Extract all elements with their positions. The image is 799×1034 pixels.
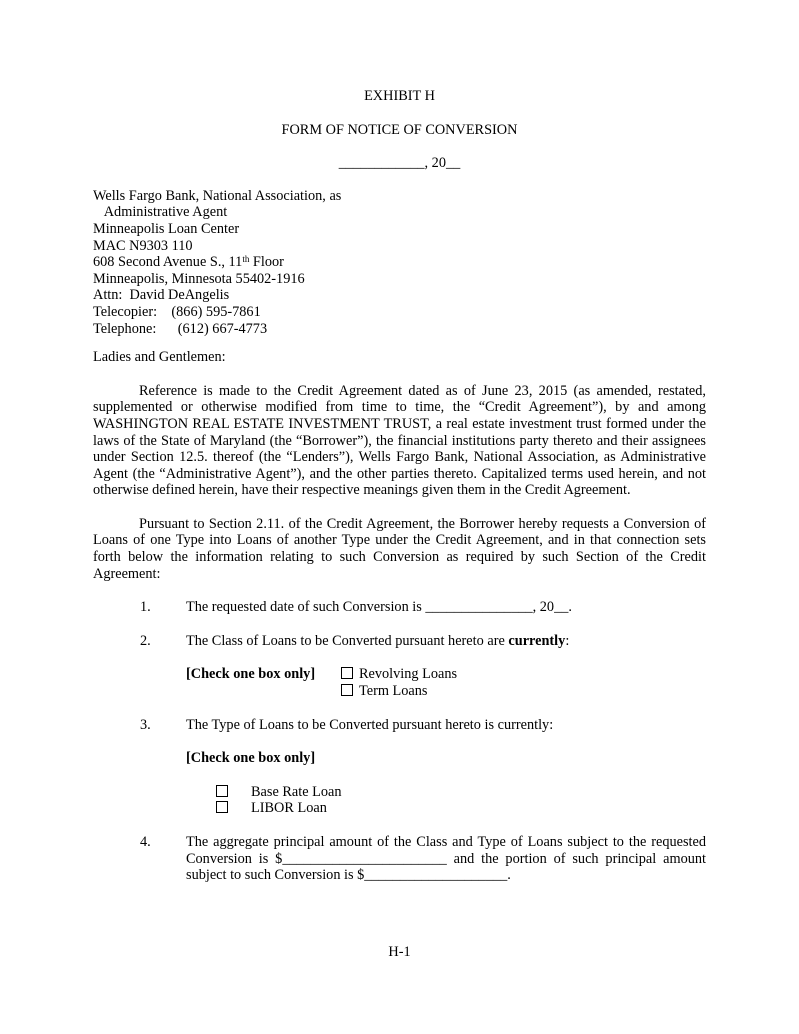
salutation: Ladies and Gentlemen: [93, 349, 226, 366]
page-number: H-1 [388, 944, 411, 960]
street-text: 608 Second Avenue S., 11 [93, 254, 243, 271]
street-text-after: Floor [249, 254, 284, 271]
list-number-1: 1. [140, 599, 151, 616]
list-item-2 [93, 633, 706, 700]
list-item-4 [93, 834, 706, 884]
option-revolving-loans [341, 666, 457, 683]
recipient-address-block [93, 188, 706, 337]
term-loans-checkbox[interactable] [341, 684, 353, 696]
libor-loan-label: LIBOR Loan [251, 800, 327, 817]
list-item-2-text-post: : [565, 632, 570, 649]
option-libor-loan [216, 800, 706, 817]
check-one-box-instruction: [Check one box only] [186, 666, 316, 683]
recipient-telecopier-line: Telecopier: (866) 595-7861 [93, 303, 261, 320]
list-item-2-text-pre: The Class of Loans to be Converted pursuant hereto are [186, 632, 509, 649]
base-rate-loan-label: Base Rate Loan [251, 783, 342, 800]
list-item-1-text: The requested date of such Conversion is _______________, 20__. [186, 599, 572, 616]
list-item-2-text [186, 633, 706, 650]
check-one-box-instruction-2: [Check one box only] [186, 750, 316, 767]
list-item-3-text: The Type of Loans to be Converted pursuant hereto is currently: [186, 716, 554, 733]
base-rate-loan-checkbox[interactable] [216, 785, 228, 797]
class-of-loans-options [341, 666, 457, 699]
exhibit-label: EXHIBIT H [364, 88, 435, 104]
recipient-telephone-line: Telephone: (612) 667-4773 [93, 320, 268, 337]
recipient-name-line-2: Administrative Agent [93, 204, 228, 221]
revolving-loans-label: Revolving Loans [359, 666, 458, 683]
list-item-1 [93, 599, 706, 616]
paragraph-request: Pursuant to Section 2.11. of the Credit Agreement, the Borrower hereby requests a Conversion of Loans of one Type into Loans of another Type under the Credit Agreement, and in that connection sets forth below the information relating to such Conversion as required by such Section of the Credit Agreement: [93, 515, 706, 582]
list-number-3: 3. [140, 716, 151, 733]
revolving-loans-checkbox[interactable] [341, 667, 353, 679]
recipient-department: Minneapolis Loan Center [93, 220, 240, 237]
recipient-attention-line: Attn: David DeAngelis [93, 287, 230, 304]
term-loans-label: Term Loans [359, 683, 428, 700]
list-number-2: 2. [140, 632, 151, 649]
document-title: FORM OF NOTICE OF CONVERSION [281, 121, 518, 138]
street-ordinal-suffix: th [242, 254, 250, 265]
recipient-mac-code: MAC N9303 110 [93, 237, 193, 254]
option-base-rate-loan [216, 784, 706, 801]
libor-loan-checkbox[interactable] [216, 801, 228, 813]
paragraph-reference: Reference is made to the Credit Agreement dated as of June 23, 2015 (as amended, restated, supplemented or otherwise modified from time to time, the “Credit Agreement”), by and among WASHINGTON REAL ESTATE INVESTMENT TRUST, a real estate investment trust formed under the laws of the State of Maryland (the “Borrower”), the financial institutions party thereto and their assignees under Section 12.5. thereof (the “Lenders”), Wells Fargo Bank, National Association, as Administrative Agent (the “Administrative Agent”), and the other parties thereto. Capitalized terms used herein, and not otherwise defined herein, have their respective meanings given them in the Credit Agreement. [93, 382, 706, 499]
type-of-loans-options [216, 784, 706, 817]
class-of-loans-checkbox-group [186, 666, 706, 699]
list-item-4-text: The aggregate principal amount of the Class and Type of Loans subject to the requested Conversion is $_______________________ and the portion of such principal amount subject to such Conversion is $____________________. [186, 834, 706, 884]
recipient-city-state-zip: Minneapolis, Minnesota 55402-1916 [93, 270, 305, 287]
list-number-4: 4. [140, 834, 151, 850]
option-term-loans [341, 683, 457, 700]
recipient-street [93, 254, 706, 271]
list-item-2-text-bold: currently [508, 632, 566, 649]
list-item-3 [93, 717, 706, 817]
recipient-name-line-1: Wells Fargo Bank, National Association, as [93, 187, 342, 204]
date-blank-line: ____________, 20__ [338, 155, 461, 172]
